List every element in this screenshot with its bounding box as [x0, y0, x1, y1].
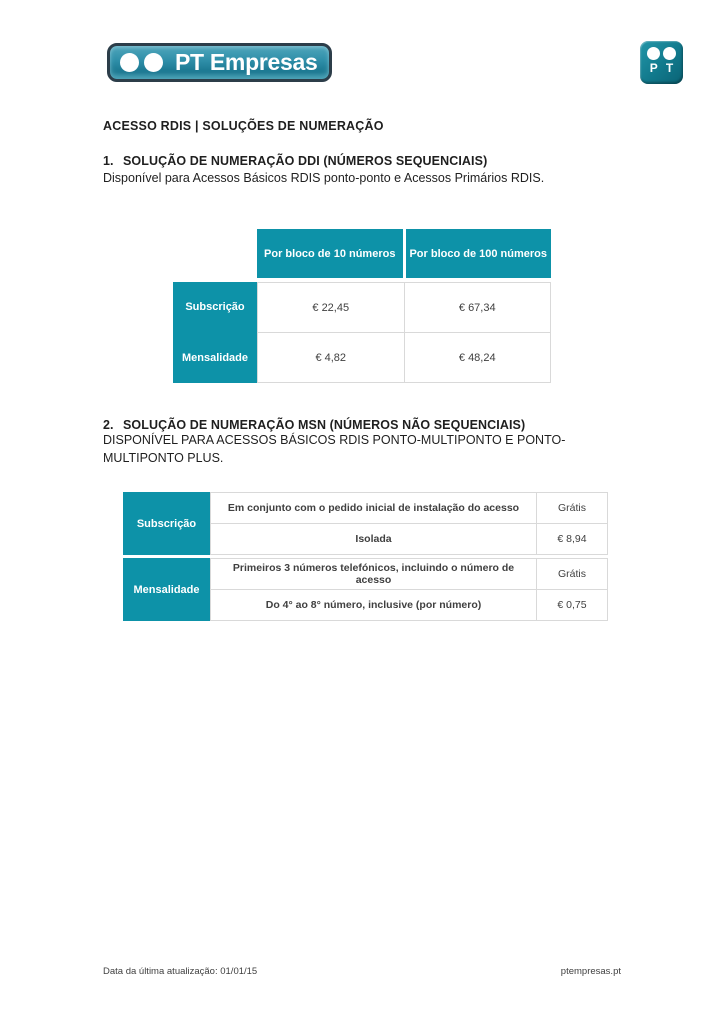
ddi-value-cell: € 4,82: [258, 333, 404, 382]
msn-price-cell: Grátis: [537, 493, 607, 523]
msn-price-cell: € 0,75: [537, 590, 607, 620]
ddi-value-cell: € 48,24: [405, 333, 551, 382]
section-1-heading: [103, 154, 487, 168]
pt-empresas-logo: [107, 43, 332, 82]
corner-logo-letters: P T: [649, 61, 674, 75]
pt-square-logo: [640, 41, 683, 84]
ddi-value-cell: € 22,45: [258, 283, 404, 332]
footer-website: ptempresas.pt: [560, 966, 621, 977]
msn-group-mensalidade: [123, 558, 608, 621]
msn-price-cell: Grátis: [537, 559, 607, 589]
msn-mensalidade-grid: [210, 558, 608, 621]
section-2-body-line2: MULTIPONTO PLUS.: [103, 450, 224, 465]
ddi-row-labels: [173, 282, 257, 383]
ddi-values-grid: [257, 282, 551, 383]
brand-logo-text: PT Empresas: [175, 49, 318, 75]
section-2-body-line1: DISPONÍVEL PARA ACESSOS BÁSICOS RDIS PONTO-MULTIPONTO E PONTO-: [103, 433, 566, 447]
ddi-table-body: [173, 282, 551, 383]
msn-price-cell: € 8,94: [537, 524, 607, 554]
logo-dot-icon: [144, 53, 163, 72]
page-title: ACESSO RDIS | SOLUÇÕES DE NUMERAÇÃO: [103, 119, 384, 133]
section-2-body: [103, 432, 565, 467]
msn-group-subscricao: [123, 492, 608, 555]
section-1-heading-text: SOLUÇÃO DE NUMERAÇÃO DDI (NÚMEROS SEQUENCIAIS): [123, 154, 488, 168]
msn-description-cell: Primeiros 3 números telefónicos, incluindo o número de acesso: [211, 559, 536, 589]
logo-dot-icon: [663, 47, 676, 60]
ddi-table-header-row: [257, 229, 551, 278]
ddi-col-header-block10: Por bloco de 10 números: [257, 229, 403, 278]
section-2-heading: [103, 418, 525, 432]
section-2-number: 2.: [103, 418, 114, 432]
section-1-number: 1.: [103, 154, 114, 168]
footer-last-update: Data da última atualização: 01/01/15: [103, 966, 258, 977]
logo-dot-icon: [647, 47, 660, 60]
msn-row-label-mensalidade: Mensalidade: [123, 558, 210, 621]
section-2-heading-text: SOLUÇÃO DE NUMERAÇÃO MSN (NÚMEROS NÃO SEQUENCIAIS): [123, 418, 526, 432]
page-footer: [103, 966, 621, 977]
msn-description-cell: Do 4° ao 8° número, inclusive (por número): [211, 590, 536, 620]
ddi-row-label-mensalidade: Mensalidade: [181, 351, 249, 364]
section-1-body: Disponível para Acessos Básicos RDIS ponto-ponto e Acessos Primários RDIS.: [103, 171, 545, 185]
msn-row-label-subscricao: Subscrição: [123, 492, 210, 555]
msn-description-cell: Isolada: [211, 524, 536, 554]
msn-subscricao-grid: [210, 492, 608, 555]
ddi-pricing-table: [173, 229, 551, 383]
ddi-col-header-block100: Por bloco de 100 números: [406, 229, 552, 278]
logo-dots-icon: [647, 47, 676, 60]
logo-dot-icon: [120, 53, 139, 72]
msn-pricing-table: [123, 492, 608, 621]
ddi-value-cell: € 67,34: [405, 283, 551, 332]
msn-description-cell: Em conjunto com o pedido inicial de instalação do acesso: [211, 493, 536, 523]
ddi-row-label-subscricao: Subscrição: [185, 301, 245, 314]
